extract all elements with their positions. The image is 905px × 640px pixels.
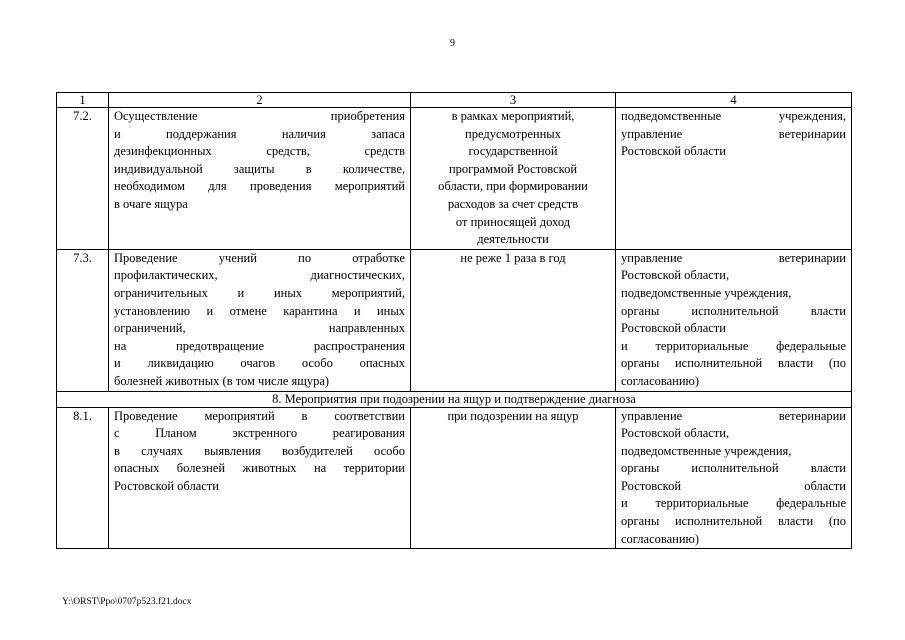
executors-cell: [616, 249, 852, 391]
text-line: индивидуальной защиты в количестве,: [114, 161, 405, 176]
text-line: согласованию): [621, 531, 700, 546]
measures-table: [56, 92, 852, 549]
row-number: 7.2.: [57, 108, 109, 250]
header-col-4: 4: [616, 93, 852, 108]
text-line: установлению и отмене карантина и иных: [114, 303, 405, 318]
text-line: подведомственные учреждения,: [621, 285, 792, 300]
text-line: и ликвидацию очагов особо опасных: [114, 356, 405, 371]
footer-file-path: Y:\ORST\Ppo\0707p523.f21.docx: [62, 597, 192, 607]
text-line: болезней животных (в том числе ящура): [114, 373, 330, 388]
term-cell: [411, 249, 616, 391]
text-line: в рамках мероприятий,: [451, 109, 575, 123]
text-line: подведомственные учреждения,: [621, 109, 846, 123]
section-title: 8. Мероприятия при подозрении на ящур и подтверждение диагноза: [57, 391, 852, 407]
section-row: [57, 391, 852, 407]
text-line: расходов за счет средств: [447, 196, 579, 211]
table-header-row: [57, 93, 852, 108]
text-line: согласованию): [621, 373, 700, 388]
text-line: не реже 1 раза в год: [460, 250, 566, 265]
text-line: при подозрении на ящур: [447, 408, 579, 423]
text-line: от приносящей доход: [455, 214, 571, 229]
row-number: 7.3.: [57, 249, 109, 391]
text-line: в очаге ящура: [114, 196, 188, 211]
text-line: области, при формировании: [438, 179, 588, 194]
text-line: Ростовской области: [621, 321, 726, 336]
text-line: необходимом для проведения мероприятий: [114, 179, 405, 194]
header-col-3: 3: [411, 93, 616, 108]
text-line: и территориальные федеральные: [621, 338, 846, 353]
text-line: Ростовской области,: [621, 268, 730, 283]
text-line: предусмотренных: [465, 126, 561, 141]
text-line: программой Ростовской: [448, 161, 578, 176]
executors-cell: [616, 108, 852, 250]
text-line: органы исполнительной власти (по: [621, 356, 846, 371]
term-cell: [411, 108, 616, 250]
text-line: Проведение мероприятий в соответствии: [114, 408, 405, 423]
text-line: дезинфекционных средств, средств: [114, 144, 405, 159]
measure-cell: [109, 249, 411, 391]
text-line: и поддержания наличия запаса: [114, 126, 405, 141]
text-line: управление ветеринарии: [621, 250, 846, 265]
term-cell: [411, 407, 616, 549]
text-line: деятельности: [477, 232, 549, 247]
text-line: органы исполнительной власти: [621, 303, 846, 318]
text-line: в случаях выявления возбудителей особо: [114, 443, 405, 458]
text-line: профилактических, диагностических,: [114, 268, 405, 283]
table-row: [57, 108, 852, 250]
text-line: и территориальные федеральные: [621, 496, 846, 511]
text-line: с Планом экстренного реагирования: [114, 426, 405, 441]
header-col-1: 1: [57, 93, 109, 108]
measure-cell: [109, 108, 411, 250]
text-line: Ростовской области: [114, 478, 219, 493]
table-row: [57, 249, 852, 391]
text-line: подведомственные учреждения,: [621, 443, 792, 458]
text-line: опасных болезней животных на территории: [114, 461, 405, 476]
text-line: на предотвращение распространения: [114, 338, 405, 353]
measure-cell: [109, 407, 411, 549]
text-line: государственной: [468, 144, 558, 159]
text-line: органы исполнительной власти: [621, 461, 846, 476]
table-row: [57, 407, 852, 549]
text-line: управление ветеринарии: [621, 126, 846, 141]
text-line: ограничений, направленных: [114, 321, 405, 336]
text-line: Ростовской области: [621, 478, 846, 493]
page-number: 9: [450, 38, 455, 49]
text-line: Ростовской области,: [621, 426, 730, 441]
text-line: управление ветеринарии: [621, 408, 846, 423]
row-number: 8.1.: [57, 407, 109, 549]
text-line: органы исполнительной власти (по: [621, 514, 846, 529]
header-col-2: 2: [109, 93, 411, 108]
text-line: ограничительных и иных мероприятий,: [114, 285, 405, 300]
text-line: Осуществление приобретения: [114, 109, 405, 123]
text-line: Проведение учений по отработке: [114, 250, 405, 265]
text-line: Ростовской области: [621, 144, 726, 159]
executors-cell: [616, 407, 852, 549]
